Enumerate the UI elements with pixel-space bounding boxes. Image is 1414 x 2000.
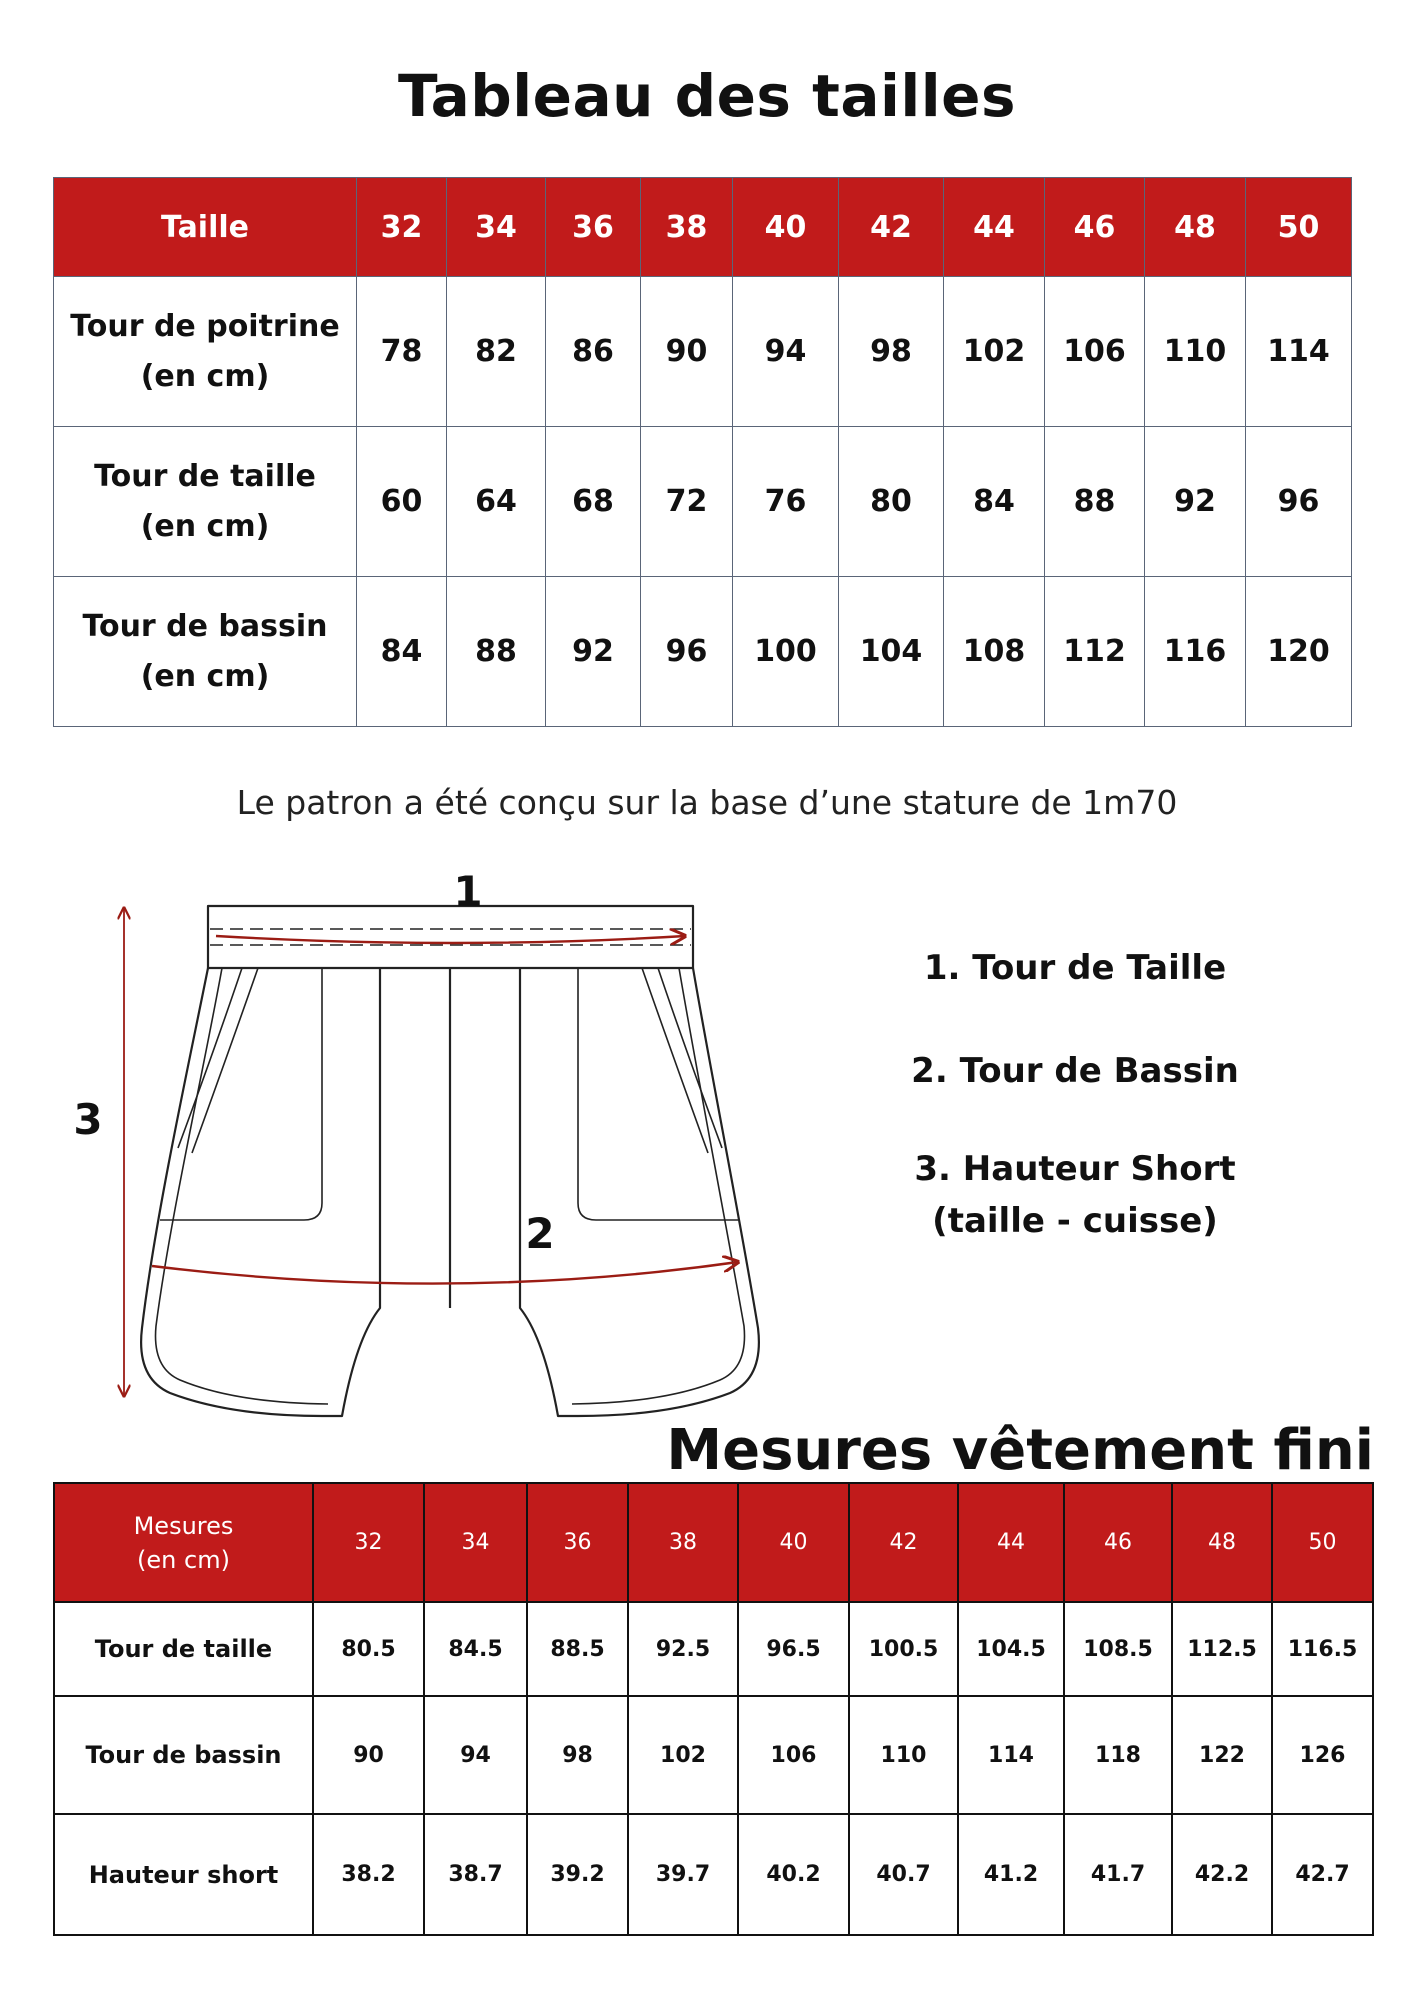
legend-item-3-line2: (taille - cuisse) — [932, 1201, 1218, 1241]
legend-item-3 — [910, 1143, 1240, 1247]
shorts-outline — [141, 906, 759, 1416]
size-header-cell: 34 — [447, 178, 546, 277]
table-cell: 40.7 — [849, 1814, 958, 1935]
table-cell: 110 — [849, 1696, 958, 1814]
table-cell: 96.5 — [738, 1602, 849, 1696]
table-row — [54, 427, 1352, 577]
table-cell: 39.7 — [628, 1814, 738, 1935]
size-header-cell: 40 — [733, 178, 839, 277]
table-cell: 104.5 — [958, 1602, 1064, 1696]
table-cell: 94 — [733, 277, 839, 427]
size-header-cell: 44 — [944, 178, 1045, 277]
size-header-cell: 32 — [357, 178, 447, 277]
finished-measurements-table — [53, 1482, 1374, 1936]
table-cell: 102 — [944, 277, 1045, 427]
size-header-cell: 40 — [738, 1483, 849, 1602]
size-header-cell: 36 — [546, 178, 641, 277]
marker-2: 2 — [525, 1209, 555, 1258]
table-cell: 92.5 — [628, 1602, 738, 1696]
table-cell: 98 — [527, 1696, 628, 1814]
size-header-cell: 46 — [1045, 178, 1145, 277]
table-cell: 106 — [738, 1696, 849, 1814]
finished-table-header-label — [54, 1483, 313, 1602]
size-header-cell: 42 — [849, 1483, 958, 1602]
table-cell: 100 — [733, 577, 839, 727]
table-cell: 118 — [1064, 1696, 1172, 1814]
hip-arrow — [152, 1262, 738, 1284]
table-cell: 90 — [641, 277, 733, 427]
waist-arrow — [216, 936, 685, 943]
table-cell: 100.5 — [849, 1602, 958, 1696]
row-label — [54, 577, 357, 727]
table-cell: 82 — [447, 277, 546, 427]
table-cell: 90 — [313, 1696, 424, 1814]
left-leg-inner-outline — [156, 968, 329, 1404]
row-label-line2: (en cm) — [140, 508, 270, 544]
table-cell: 42.7 — [1272, 1814, 1373, 1935]
size-header-cell: 46 — [1064, 1483, 1172, 1602]
legend-item-3-line1: 3. Hauteur Short — [914, 1149, 1236, 1189]
table-cell: 40.2 — [738, 1814, 849, 1935]
table-cell: 80.5 — [313, 1602, 424, 1696]
size-header-cell: 50 — [1246, 178, 1352, 277]
table-cell: 126 — [1272, 1696, 1373, 1814]
page-title: Tableau des tailles — [397, 62, 1017, 130]
table-cell: 41.2 — [958, 1814, 1064, 1935]
table-cell: 94 — [424, 1696, 527, 1814]
row-label — [54, 277, 357, 427]
right-leg-outline — [520, 968, 759, 1416]
table-cell: 96 — [1246, 427, 1352, 577]
table-cell: 92 — [546, 577, 641, 727]
table-row — [54, 1814, 1373, 1935]
table-cell: 120 — [1246, 577, 1352, 727]
size-header-cell: 48 — [1172, 1483, 1272, 1602]
table-cell: 108.5 — [1064, 1602, 1172, 1696]
finished-measurements-title: Mesures vêtement fini — [666, 1418, 1374, 1483]
table-cell: 88 — [447, 577, 546, 727]
table-cell: 84 — [357, 577, 447, 727]
table-cell: 116 — [1145, 577, 1246, 727]
table-row — [54, 277, 1352, 427]
table-cell: 116.5 — [1272, 1602, 1373, 1696]
table-cell: 122 — [1172, 1696, 1272, 1814]
table-cell: 68 — [546, 427, 641, 577]
row-label: Hauteur short — [54, 1814, 313, 1935]
table-cell: 86 — [546, 277, 641, 427]
size-header-cell: 36 — [527, 1483, 628, 1602]
left-pocket-bag — [160, 968, 322, 1220]
marker-3: 3 — [73, 1095, 103, 1144]
size-header-cell: 50 — [1272, 1483, 1373, 1602]
size-header-cell: 38 — [641, 178, 733, 277]
table-cell: 38.7 — [424, 1814, 527, 1935]
table-cell: 38.2 — [313, 1814, 424, 1935]
size-header-cell: 42 — [839, 178, 944, 277]
table-cell: 39.2 — [527, 1814, 628, 1935]
table-cell: 84 — [944, 427, 1045, 577]
table-cell: 78 — [357, 277, 447, 427]
marker-1: 1 — [453, 868, 483, 916]
table-cell: 114 — [958, 1696, 1064, 1814]
table-cell: 112.5 — [1172, 1602, 1272, 1696]
table-cell: 88 — [1045, 427, 1145, 577]
row-label: Tour de bassin — [54, 1696, 313, 1814]
size-table-header-label: Taille — [54, 178, 357, 277]
size-header-cell: 32 — [313, 1483, 424, 1602]
shorts-diagram — [70, 868, 790, 1438]
size-header-cell: 48 — [1145, 178, 1246, 277]
table-cell: 80 — [839, 427, 944, 577]
table-cell: 92 — [1145, 427, 1246, 577]
left-leg-outline — [141, 968, 380, 1416]
row-label: Tour de taille — [54, 1602, 313, 1696]
waistband — [208, 906, 693, 968]
row-label-line1: Tour de taille — [94, 458, 316, 494]
size-table — [53, 177, 1352, 727]
table-cell: 42.2 — [1172, 1814, 1272, 1935]
table-cell: 106 — [1045, 277, 1145, 427]
stature-note: Le patron a été conçu sur la base d’une stature de 1m70 — [236, 783, 1178, 822]
row-label-line2: (en cm) — [140, 658, 270, 694]
table-cell: 114 — [1246, 277, 1352, 427]
table-cell: 84.5 — [424, 1602, 527, 1696]
table-row — [54, 1696, 1373, 1814]
table-cell: 108 — [944, 577, 1045, 727]
table-cell: 98 — [839, 277, 944, 427]
legend-item-2: 2. Tour de Bassin — [911, 1051, 1239, 1091]
table-cell: 64 — [447, 427, 546, 577]
row-label-line1: Tour de poitrine — [70, 308, 340, 344]
finished-table-header-row — [54, 1483, 1373, 1602]
row-label — [54, 427, 357, 577]
table-cell: 88.5 — [527, 1602, 628, 1696]
header-label-line1: Mesures — [133, 1511, 234, 1540]
size-header-cell: 38 — [628, 1483, 738, 1602]
size-table-header-row — [54, 178, 1352, 277]
row-label-line1: Tour de bassin — [82, 608, 328, 644]
table-row — [54, 1602, 1373, 1696]
row-label-line2: (en cm) — [140, 358, 270, 394]
table-row — [54, 577, 1352, 727]
table-cell: 104 — [839, 577, 944, 727]
size-header-cell: 34 — [424, 1483, 527, 1602]
table-cell: 96 — [641, 577, 733, 727]
header-label-line2: (en cm) — [137, 1545, 230, 1574]
table-cell: 112 — [1045, 577, 1145, 727]
table-cell: 41.7 — [1064, 1814, 1172, 1935]
table-cell: 110 — [1145, 277, 1246, 427]
table-cell: 102 — [628, 1696, 738, 1814]
table-cell: 72 — [641, 427, 733, 577]
right-leg-inner-outline — [572, 968, 745, 1404]
table-cell: 60 — [357, 427, 447, 577]
size-header-cell: 44 — [958, 1483, 1064, 1602]
legend-item-1: 1. Tour de Taille — [923, 948, 1227, 988]
table-cell: 76 — [733, 427, 839, 577]
